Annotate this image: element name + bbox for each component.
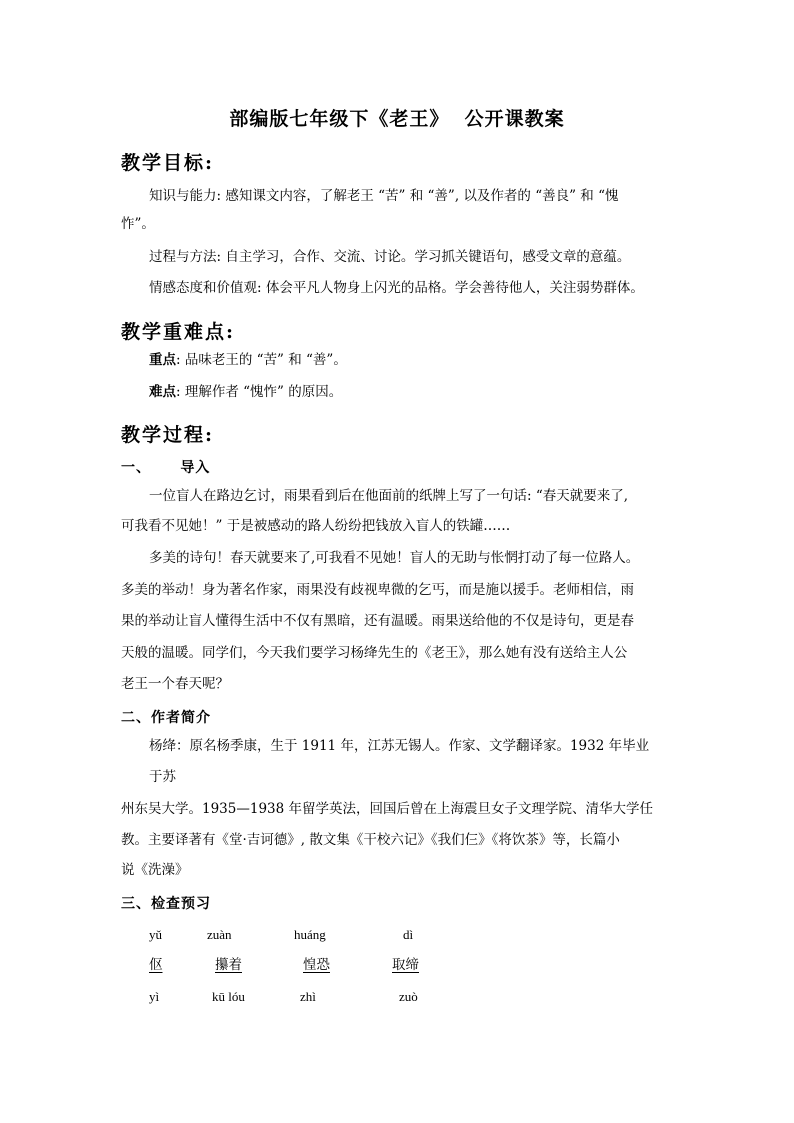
objective-emotion: 情感态度和价值观: 体会平凡人物身上闪光的品格。学会善待他人，关注弱势群体。 [149,280,644,296]
word-zuanzhe: 攥着 [215,957,242,973]
objective-process: 过程与方法: 自主学习，合作、交流、讨论。学习抓关键语句，感受文章的意蕴。 [149,249,631,265]
keypoints-heading: 教学重难点: [121,321,236,343]
author-line4: 教。主要译著有《堂·吉诃德》, 散文集《干校六记》《我们仨》《将饮茶》等，长篇小 [121,832,620,848]
pinyin-kulou: kū lóu [212,989,245,1004]
focus-text: : 品味老王的 “苦” 和 “善”。 [176,352,347,368]
objective-knowledge-line1: 知识与能力: 感知课文内容，了解老王 “苦” 和 “善”, 以及作者的 “善良” 和 “愧 [149,188,619,204]
pinyin-zuan: zuàn [207,927,232,942]
process-heading: 教学过程: [121,424,215,446]
author-line3: 州东吴大学。1935—1938 年留学英法，回国后曾在上海震旦女子文理学院、清华大学任 [121,801,654,817]
pinyin-yi: yì [149,989,160,1004]
objective-knowledge-line2: 怍”。 [121,216,155,232]
pinyin-zhi: zhì [300,989,316,1004]
intro-para1-line1: 一位盲人在路边乞讨，雨果看到后在他面前的纸牌上写了一句话: “春天就要来了, [149,488,629,504]
difficulty-text: : 理解作者 “愧怍” 的原因。 [176,384,343,400]
section-intro-title: 一、 导入 [121,460,211,476]
keypoint-focus [149,350,347,370]
section-author-title: 二、作者简介 [121,710,211,726]
intro-para2-line4: 天般的温暖。同学们，今天我们要学习杨绛先生的《老王》，那么她有没有送给主人公 [121,645,628,661]
intro-para1-line2: 可我看不见她！” 于是被感动的路人纷纷把钱放入盲人的铁罐…… [121,518,511,534]
page-title: 部编版七年级下《老王》 公开课教案 [229,108,565,130]
focus-label: 重点 [149,352,176,368]
word-qudi: 取缔 [392,957,419,973]
pinyin-yu: yǔ [149,927,162,942]
author-line2: 于苏 [149,769,176,785]
word-huangkong: 惶恐 [303,957,330,973]
pinyin-zuo: zuò [399,989,418,1004]
author-line1: 杨绛：原名杨季康，生于 1911 年，江苏无锡人。作家、文学翻译家。1932 年毕业 [149,738,650,754]
keypoint-difficulty [149,382,342,402]
pinyin-huang: huáng [294,927,326,942]
difficulty-label: 难点 [149,384,176,400]
intro-para2-line2: 多美的举动！身为著名作家，雨果没有歧视卑微的乞丐，而是施以援手。老师相信，雨 [121,582,634,598]
intro-para2-line3: 果的举动让盲人懂得生活中不仅有黑暗，还有温暖。雨果送给他的不仅是诗句，更是春 [121,613,634,629]
author-line5: 说《洗澡》 [121,862,189,878]
pinyin-di: dì [403,927,414,942]
section-preview-title: 三、检查预习 [121,896,211,912]
word-yu: 伛 [149,957,163,973]
intro-para2-line1: 多美的诗句！春天就要来了,可我看不见她！盲人的无助与怅惘打动了每一位路人。 [149,550,640,566]
intro-para2-line5: 老王一个春天呢？ [121,676,229,692]
objectives-heading: 教学目标: [121,152,215,174]
